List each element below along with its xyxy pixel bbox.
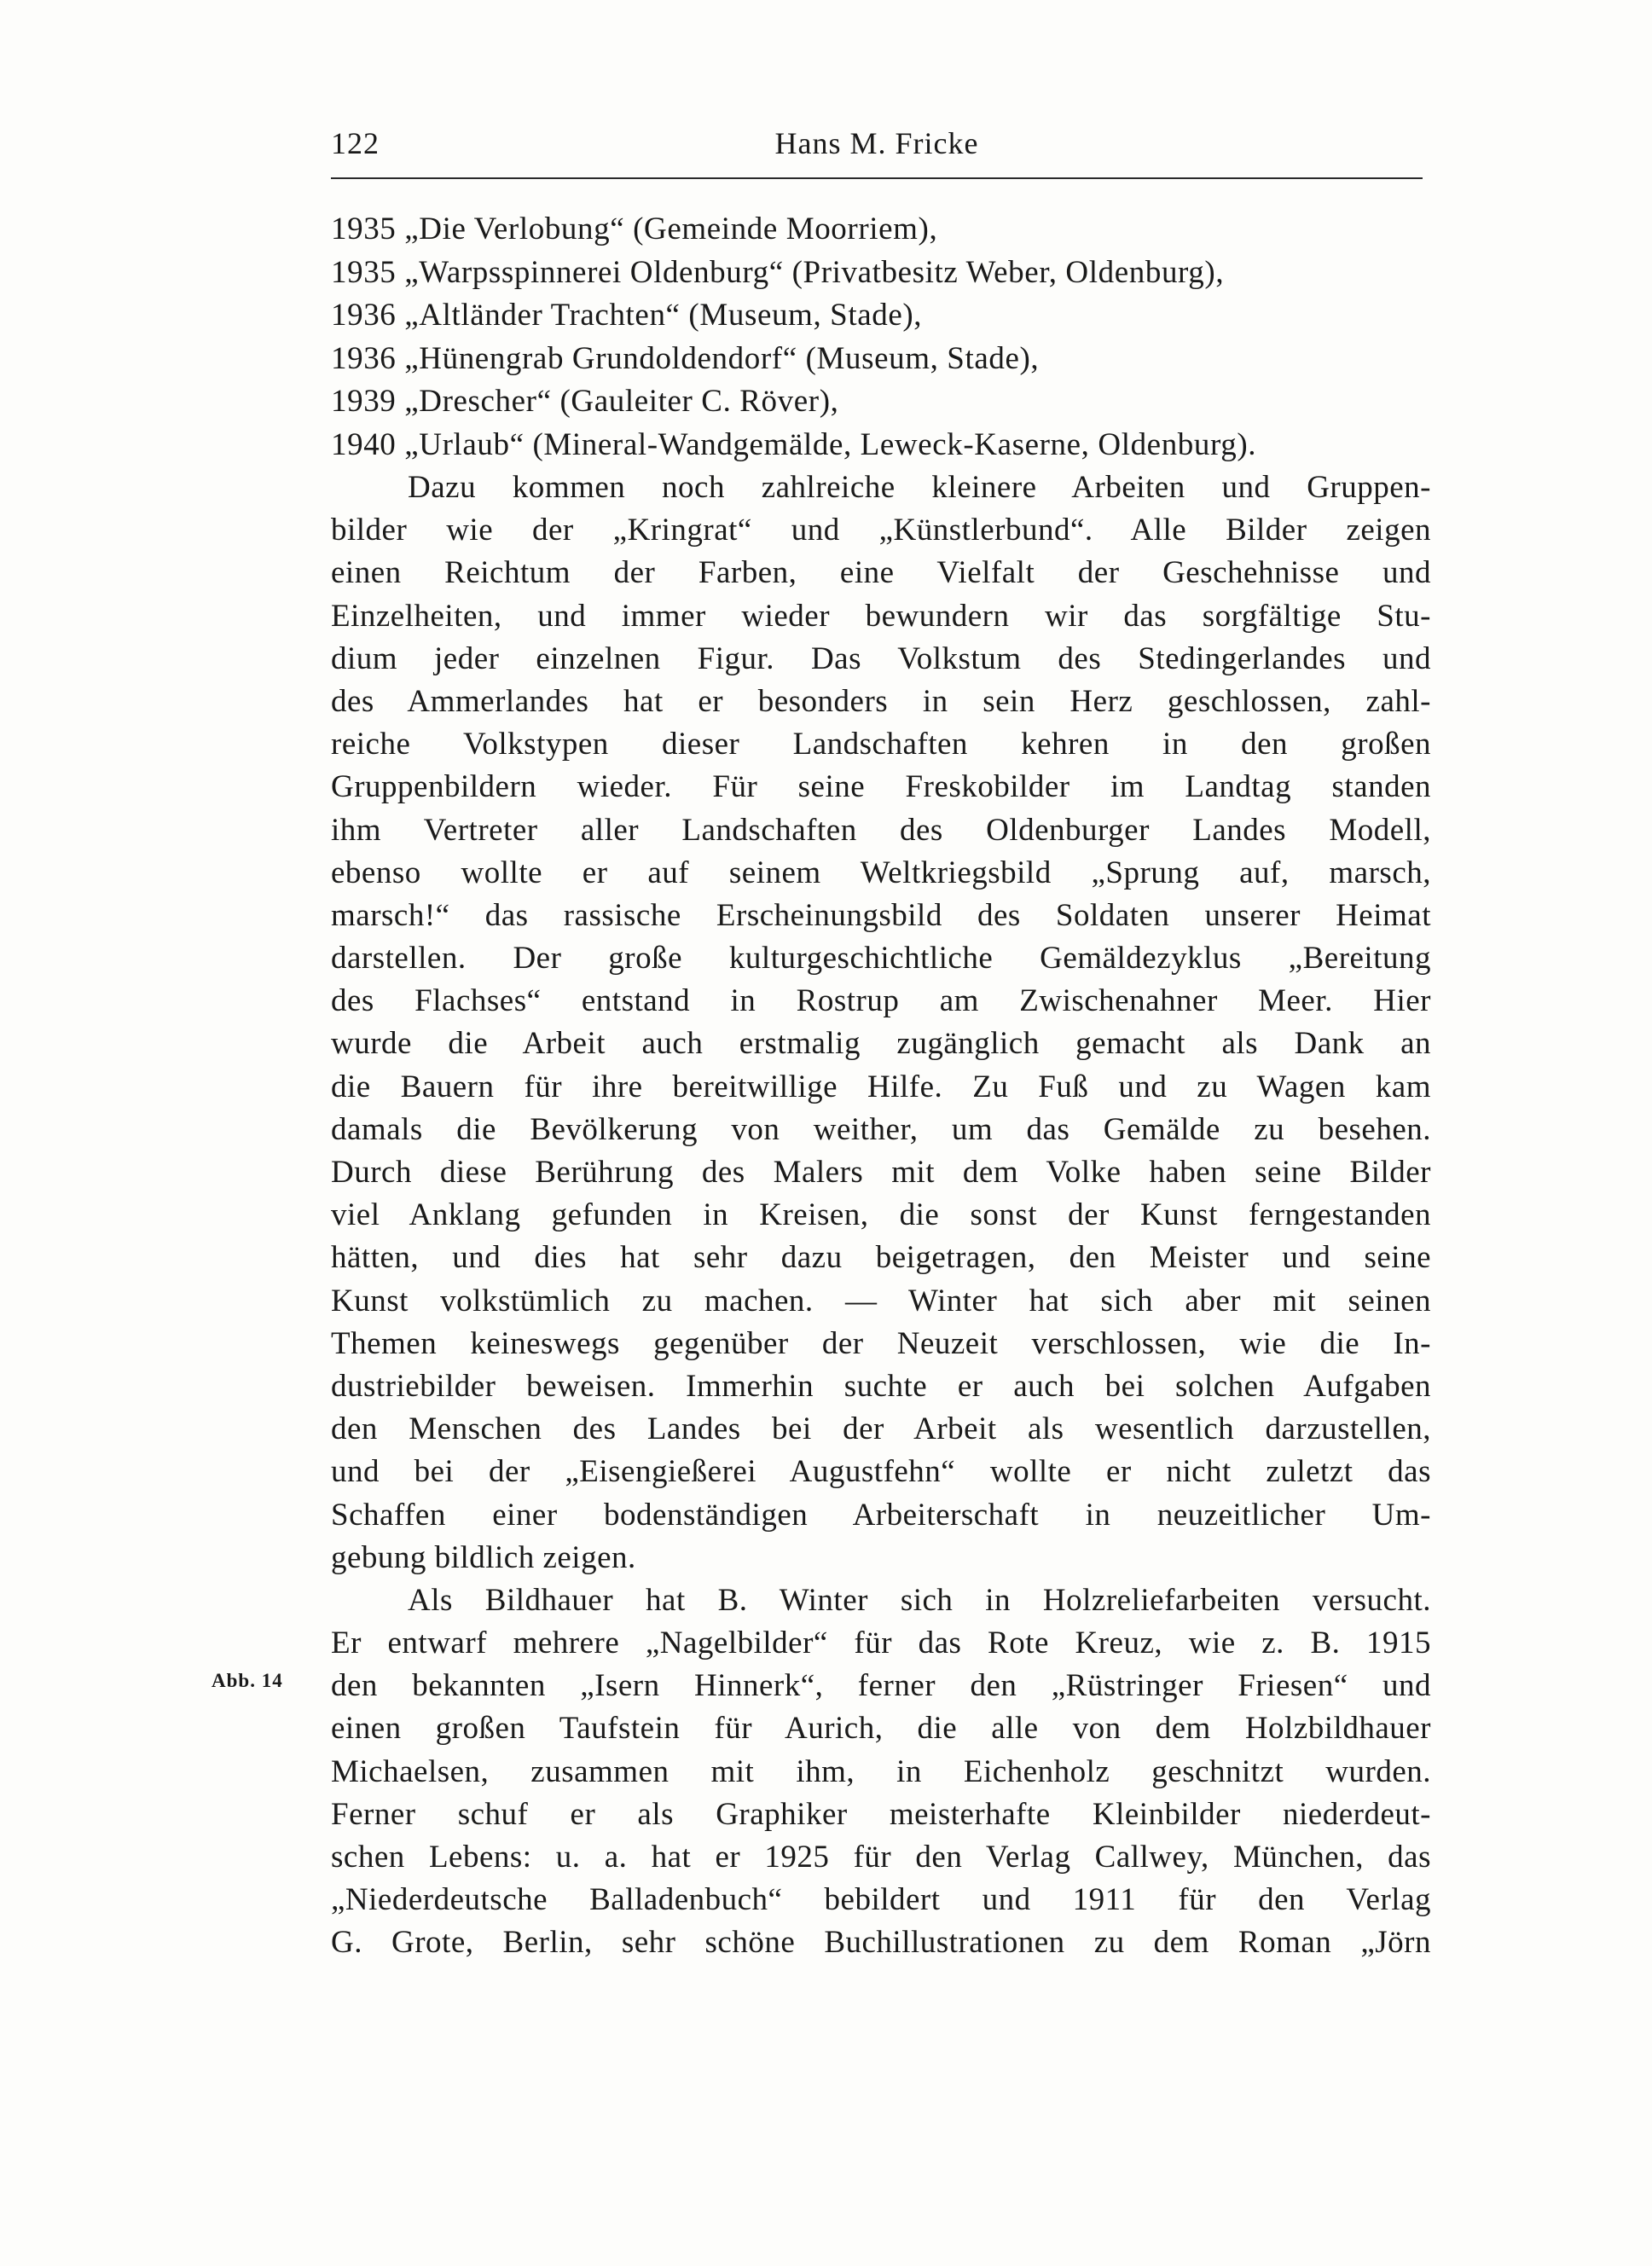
text-line: reiche Volkstypen dieser Landschaften kehren in den großen — [331, 727, 1431, 762]
work-entry: 1935 „Die Verlobung“ (Gemeinde Moorriem), — [331, 212, 938, 246]
text-line: hätten, und dies hat sehr dazu beigetragen, den Meister und seine — [331, 1240, 1431, 1276]
paragraph-2 — [331, 1579, 1431, 1965]
text-line: den bekannten „Isern Hinnerk“, ferner den „Rüstringer Friesen“ und — [331, 1668, 1431, 1704]
work-entry: 1935 „Warpsspinnerei Oldenburg“ (Privatbesitz Weber, Oldenburg), — [331, 254, 1225, 290]
text-line: viel Anklang gefunden in Kreisen, die sonst der Kunst ferngestanden — [331, 1197, 1431, 1233]
paragraph-1 — [331, 467, 1431, 1579]
text-line: des Flachses“ entstand in Rostrup am Zwischenahner Meer. Hier — [331, 983, 1431, 1019]
works-list — [331, 208, 1431, 467]
text-line: G. Grote, Berlin, sehr schöne Buchillustrationen zu dem Roman „Jörn — [331, 1925, 1431, 1961]
text-line: einen großen Taufstein für Aurich, die alle von dem Holzbildhauer — [331, 1711, 1431, 1747]
text-line: des Ammerlandes hat er besonders in sein Herz geschlossen, zahl- — [331, 683, 1431, 719]
text-line: Gruppenbildern wieder. Für seine Freskobilder im Landtag standen — [331, 769, 1431, 805]
work-entry: 1936 „Hünengrab Grundoldendorf“ (Museum, Stade), — [331, 340, 1040, 376]
text-line: Kunst volkstümlich zu machen. — Winter hat sich aber mit seinen — [331, 1283, 1431, 1318]
text-line: Einzelheiten, und immer wieder bewundern wir das sorgfältige Stu- — [331, 598, 1431, 634]
text-line: „Niederdeutsche Balladenbuch“ bebildert und 1911 für den Verlag — [331, 1882, 1431, 1918]
running-head: Hans M. Fricke — [774, 126, 979, 160]
work-entry: 1936 „Altländer Trachten“ (Museum, Stade), — [331, 298, 923, 333]
text-line: Themen keineswegs gegenüber der Neuzeit verschlossen, wie die In- — [331, 1325, 1431, 1361]
text-line: wurde die Arbeit auch erstmalig zugänglich gemacht als Dank an — [331, 1026, 1431, 1062]
text-line: marsch!“ das rassische Erscheinungsbild des Soldaten unserer Heimat — [331, 897, 1431, 933]
text-line: die Bauern für ihre bereitwillige Hilfe. Zu Fuß und zu Wagen kam — [331, 1069, 1431, 1104]
text-line: Michaelsen, zusammen mit ihm, in Eichenholz geschnitzt wurden. — [331, 1753, 1431, 1789]
text-line: damals die Bevölkerung von weither, um das Gemälde zu besehen. — [331, 1111, 1431, 1147]
page-header — [331, 118, 1423, 179]
text-line: Ferner schuf er als Graphiker meisterhafte Kleinbilder niederdeut- — [331, 1796, 1431, 1832]
text-line: Durch diese Berührung des Malers mit dem Volke haben seine Bilder — [331, 1155, 1431, 1190]
text-line: dium jeder einzelnen Figur. Das Volkstum des Stedingerlandes und — [331, 640, 1431, 676]
text-line: Schaffen einer bodenständigen Arbeiterschaft in neuzeitlicher Um- — [331, 1497, 1431, 1533]
text-line: ihm Vertreter aller Landschaften des Oldenburger Landes Modell, — [331, 812, 1431, 848]
body-text — [331, 467, 1431, 1965]
text-line: und bei der „Eisengießerei Augustfehn“ wollte er nicht zuletzt das — [331, 1454, 1431, 1490]
text-line: ebenso wollte er auf seinem Weltkriegsbild „Sprung auf, marsch, — [331, 855, 1431, 890]
text-line: Dazu kommen noch zahlreiche kleinere Arbeiten und Gruppen- — [408, 470, 1431, 505]
text-line: bilder wie der „Kringrat“ und „Künstlerbund“. Alle Bilder zeigen — [331, 513, 1431, 548]
text-line: schen Lebens: u. a. hat er 1925 für den Verlag Callwey, München, das — [331, 1840, 1431, 1875]
work-entry: 1939 „Drescher“ (Gauleiter C. Röver), — [331, 384, 839, 419]
text-line: Als Bildhauer hat B. Winter sich in Holzreliefarbeiten versucht. — [408, 1582, 1431, 1618]
page-number: 122 — [331, 126, 380, 160]
text-line: darstellen. Der große kulturgeschichtliche Gemäldezyklus „Bereitung — [331, 941, 1431, 977]
text-line: dustriebilder beweisen. Immerhin suchte er auch bei solchen Aufgaben — [331, 1368, 1431, 1404]
text-line: Er entwarf mehrere „Nagelbilder“ für das Rote Kreuz, wie z. B. 1915 — [331, 1626, 1431, 1661]
work-entry: 1940 „Urlaub“ (Mineral-Wandgemälde, Leweck-Kaserne, Oldenburg). — [331, 426, 1257, 462]
figure-reference: Abb. 14 — [212, 1670, 283, 1691]
text-line: gebung bildlich zeigen. — [331, 1539, 636, 1575]
text-line: einen Reichtum der Farben, eine Vielfalt der Geschehnisse und — [331, 555, 1431, 591]
text-line: den Menschen des Landes bei der Arbeit als wesentlich darzustellen, — [331, 1411, 1431, 1447]
